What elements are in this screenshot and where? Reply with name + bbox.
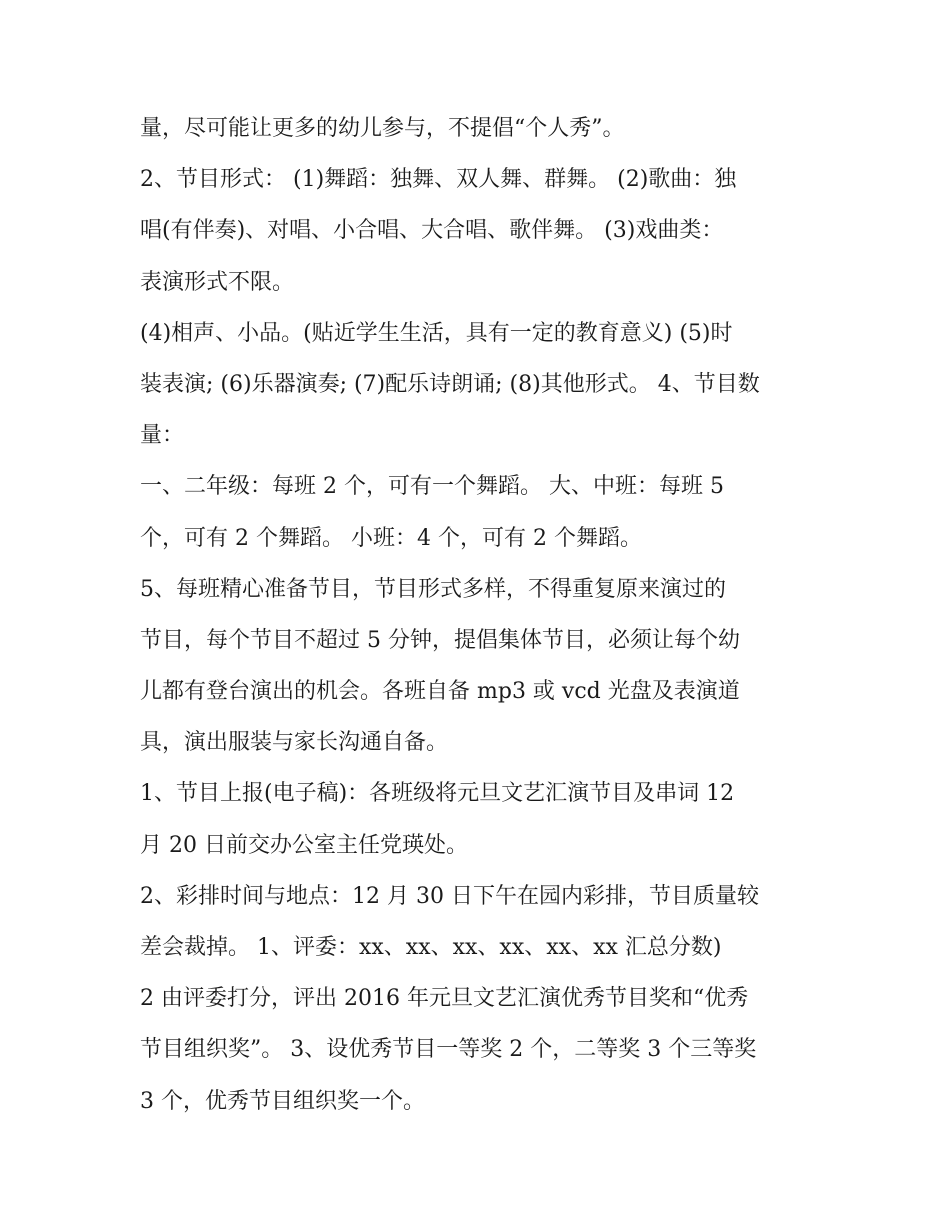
text-line: 个，可有 2 个舞蹈。 小班：4 个，可有 2 个舞蹈。 bbox=[140, 525, 642, 551]
text-line: 量： bbox=[140, 423, 185, 449]
text-line: 节目组织奖”。 3、设优秀节目一等奖 2 个，二等奖 3 个三等奖 bbox=[140, 1037, 757, 1063]
text-line: 儿都有登台演出的机会。各班自备 mp3 或 vcd 光盘及表演道 bbox=[140, 679, 740, 705]
text-line: 装表演; (6)乐器演奏; (7)配乐诗朗诵; (8)其他形式。 4、节目数 bbox=[140, 371, 760, 397]
text-line: 唱(有伴奏)、对唱、小合唱、大合唱、歌伴舞。 (3)戏曲类： bbox=[140, 218, 724, 244]
text-line: 5、每班精心准备节目，节目形式多样，不得重复原来演过的 bbox=[140, 576, 726, 602]
text-line: 节目，每个节目不超过 5 分钟，提倡集体节目，必须让每个幼 bbox=[140, 627, 740, 653]
text-line: 3 个，优秀节目组织奖一个。 bbox=[140, 1088, 425, 1114]
text-line: 2、节目形式： (1)舞蹈：独舞、双人舞、群舞。 (2)歌曲：独 bbox=[140, 167, 737, 193]
text-line: 表演形式不限。 bbox=[140, 269, 295, 295]
text-line: 具，演出服装与家长沟通自备。 bbox=[140, 730, 449, 756]
document-body bbox=[140, 103, 810, 1127]
text-line: 量，尽可能让更多的幼儿参与，不提倡“个人秀”。 bbox=[140, 116, 625, 141]
text-line: 2 由评委打分，评出 2016 年元旦文艺汇演优秀节目奖和“优秀 bbox=[140, 986, 749, 1012]
text-line: 一、二年级：每班 2 个，可有一个舞蹈。 大、中班：每班 5 bbox=[140, 474, 724, 500]
text-line: 差会裁掉。 1、评委：xx、xx、xx、xx、xx、xx 汇总分数) bbox=[140, 935, 722, 960]
text-line: 月 20 日前交办公室主任党瑛处。 bbox=[140, 832, 468, 858]
text-line: 1、节目上报(电子稿)：各班级将元旦文艺汇演节目及串词 12 bbox=[140, 781, 735, 807]
text-line: (4)相声、小品。(贴近学生生活，具有一定的教育意义) (5)时 bbox=[140, 320, 733, 346]
text-line: 2、彩排时间与地点：12 月 30 日下午在园内彩排，节目质量较 bbox=[140, 883, 759, 909]
